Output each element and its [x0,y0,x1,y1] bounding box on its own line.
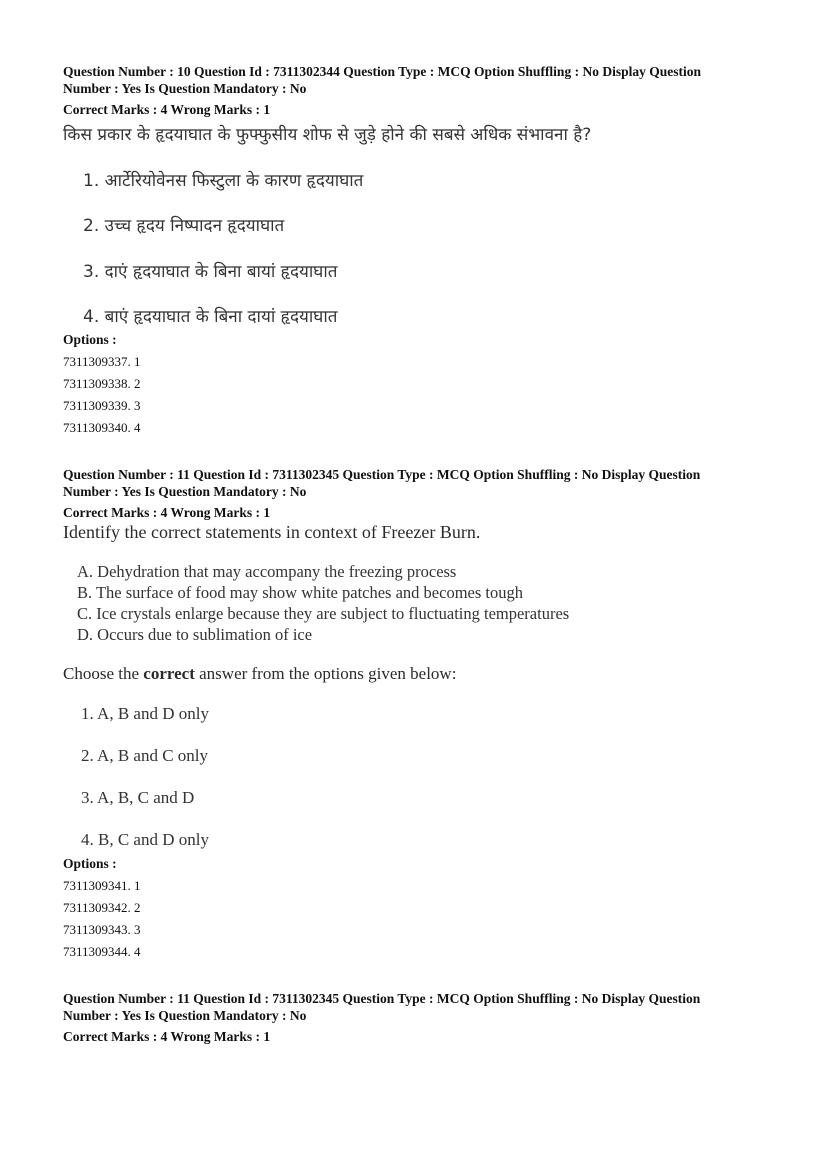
answer-choice-3: 3. A, B, C and D [81,788,195,807]
question-marks: Correct Marks : 4 Wrong Marks : 1 [63,1029,271,1044]
instruction-bold: correct [143,664,195,683]
instruction-pre: Choose the [63,664,144,683]
answer-choice-1: 1. A, B and D only [81,704,209,723]
option-id: 7311309342. 2 [63,900,141,915]
options-label: Options : [63,332,117,347]
option-id: 7311309337. 1 [63,354,141,369]
answer-choice-2: 2. A, B and C only [81,746,209,765]
option-id: 7311309339. 3 [63,398,141,413]
answer-choice-2: 2. उच्च हृदय निष्पादन हृदयाघात [83,216,285,236]
question-header [63,990,700,1024]
question-header-line1: Question Number : 10 Question Id : 7311302344 Question Type : MCQ Option Shuffling : No Display Question [63,64,701,79]
answer-choice-4: 4. बाएं हृदयाघात के बिना दायां हृदयाघात [83,307,338,327]
question-stem: किस प्रकार के हृदयाघात के फुफ्फुसीय शोफ से जुड़े होने की सबसे अधिक संभावना है? [63,125,592,145]
option-id: 7311309343. 3 [63,922,141,937]
question-header-line2: Number : Yes Is Question Mandatory : No [63,81,307,96]
statement-c: C. Ice crystals enlarge because they are subject to fluctuating temperatures [77,604,570,623]
statement-d: D. Occurs due to sublimation of ice [77,625,313,644]
question-marks: Correct Marks : 4 Wrong Marks : 1 [63,505,271,520]
question-marks: Correct Marks : 4 Wrong Marks : 1 [63,102,271,117]
instruction-post: answer from the options given below: [194,664,457,683]
question-header [63,63,701,97]
option-id: 7311309338. 2 [63,376,141,391]
answer-choice-4: 4. B, C and D only [81,830,209,849]
option-id: 7311309344. 4 [63,944,141,959]
statement-a: A. Dehydration that may accompany the freezing process [77,562,457,581]
option-id: 7311309341. 1 [63,878,141,893]
options-label: Options : [63,856,117,871]
question-header [63,466,700,500]
statement-b: B. The surface of food may show white patches and becomes tough [77,583,523,602]
question-header-line2: Number : Yes Is Question Mandatory : No [63,484,307,499]
question-header-line1: Question Number : 11 Question Id : 7311302345 Question Type : MCQ Option Shuffling : No Display Question [63,467,701,482]
answer-choice-1: 1. आर्टेरियोवेनस फिस्टुला के कारण हृदयाघात [83,171,364,191]
answer-instruction [63,664,456,684]
question-header-line2: Number : Yes Is Question Mandatory : No [63,1008,307,1023]
question-header-line1: Question Number : 11 Question Id : 7311302345 Question Type : MCQ Option Shuffling : No Display Question [63,991,701,1006]
answer-choice-3: 3. दाएं हृदयाघात के बिना बायां हृदयाघात [83,262,338,282]
question-stem: Identify the correct statements in context of Freezer Burn. [63,522,481,542]
option-id: 7311309340. 4 [63,420,141,435]
